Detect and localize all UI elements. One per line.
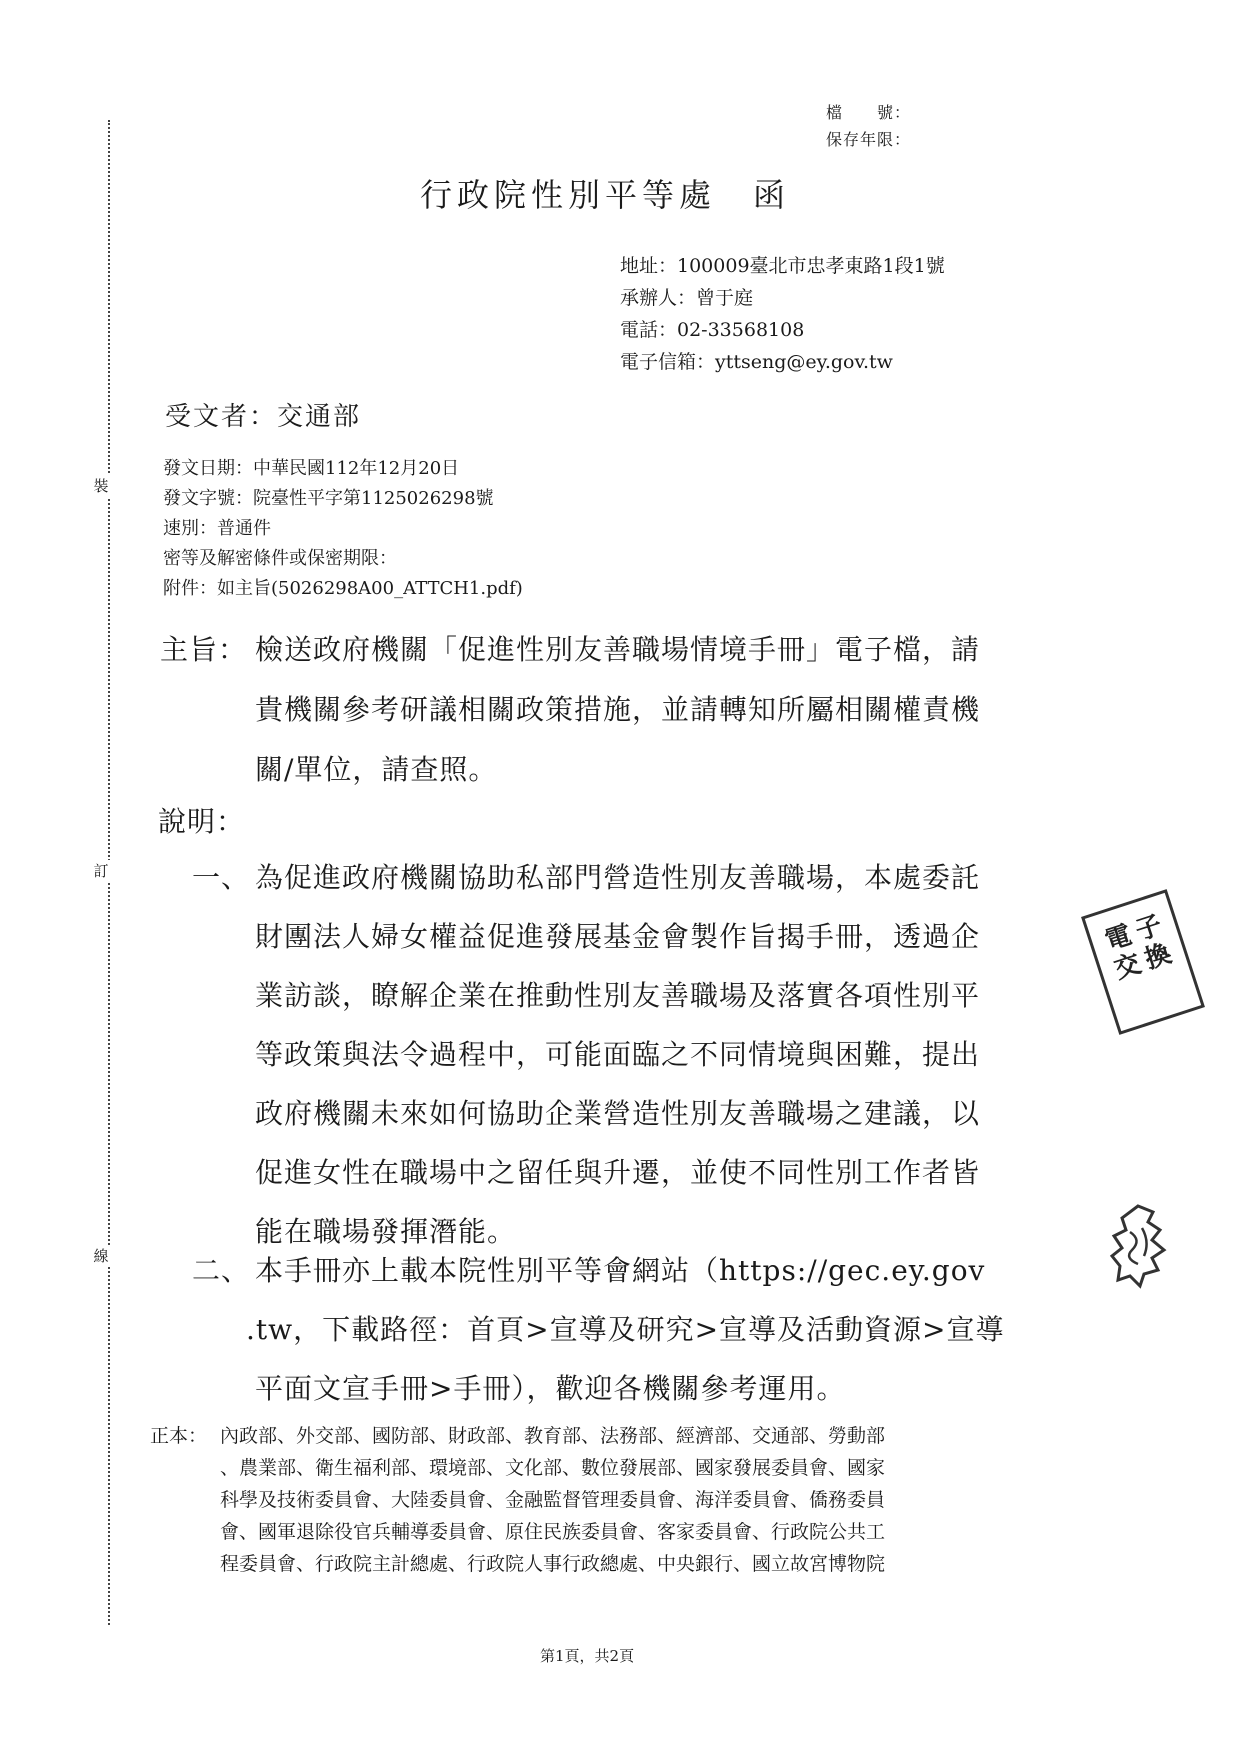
item1-line: 業訪談，瞭解企業在推動性別友善職場及落實各項性別平 [255,979,981,1012]
page-number: 第1頁，共2頁 [540,1647,635,1665]
binding-mark-ding: 訂 [91,860,111,882]
subject-line: 關/單位，請查照。 [255,753,498,786]
item-number: 二、 [192,1254,251,1287]
item1-line: 等政策與法令過程中，可能面臨之不同情境與困難，提出 [255,1038,981,1071]
reference-number: 發文字號：院臺性平字第1125026298號 [163,488,494,509]
file-number-label: 檔 號： [826,103,912,122]
item1-line: 為促進政府機關協助私部門營造性別友善職場，本處委託 [255,861,981,894]
delivery-speed: 速別：普通件 [163,518,271,539]
cc-line: 內政部、外交部、國防部、財政部、教育部、法務部、經濟部、交通部、勞動部 [220,1425,886,1447]
item2-line: .tw，下載路徑：首頁>宣導及研究>宣導及活動資源>宣導 [246,1313,1005,1346]
stamp-char: 交 [1110,948,1145,986]
retention-period-label: 保存年限： [826,130,912,149]
item1-line: 財團法人婦女權益促進發展基金會製作旨揭手冊，透過企 [255,920,981,953]
subject-line: 貴機關參考研議相關政策措施，並請轉知所屬相關權責機 [255,693,981,726]
cc-label: 正本： [150,1425,208,1447]
cc-list [220,1420,885,1580]
seal-mark-icon [1108,1200,1174,1292]
recipient: 受文者：交通部 [165,402,362,432]
secrecy-level: 密等及解密條件或保密期限： [163,548,397,569]
binding-mark-xian: 線 [91,1245,111,1267]
item1-line: 政府機關未來如何協助企業營造性別友善職場之建議，以 [255,1097,981,1130]
issue-date: 發文日期：中華民國112年12月20日 [163,458,460,479]
meta-block [163,454,523,604]
cc-line: 程委員會、行政院主計總處、行政院人事行政總處、中央銀行、國立故宮博物院 [220,1553,886,1575]
contact-block [620,250,945,378]
contact-handler: 承辦人：曾于庭 [620,287,754,309]
page-title: 行政院性別平等處 函 [420,176,791,214]
contact-address: 地址：100009臺北市忠孝東路1段1號 [620,255,945,277]
stamp-char: 換 [1141,938,1176,976]
cc-line: 會、國軍退除役官兵輔導委員會、原住民族委員會、客家委員會、行政院公共工 [220,1521,886,1543]
item1-line: 促進女性在職場中之留任與升遷，並使不同性別工作者皆 [255,1156,981,1189]
attachment: 附件：如主旨(5026298A00_ATTCH1.pdf) [163,578,523,599]
item2-line: 平面文宣手冊>手冊），歡迎各機關參考運用。 [255,1372,846,1405]
item1-line: 能在職場發揮潛能。 [255,1215,517,1248]
subject-line: 檢送政府機關「促進性別友善職場情境手冊」電子檔，請 [255,633,981,666]
subject-label: 主旨： [160,633,248,666]
stamp-char: 電 [1101,920,1136,957]
cc-line: 科學及技術委員會、大陸委員會、金融監督管理委員會、海洋委員會、僑務委員 [220,1489,886,1511]
explanation-label: 說明： [158,805,246,838]
electronic-exchange-stamp [1081,889,1205,1035]
contact-phone: 電話：02-33568108 [620,319,805,341]
item2-line: 本手冊亦上載本院性別平等會網站（https://gec.ey.gov [255,1254,986,1287]
binding-mark-zhuang: 裝 [91,475,111,497]
contact-email: 電子信箱：yttseng@ey.gov.tw [620,351,893,373]
stamp-char: 子 [1131,910,1166,947]
cc-line: 、農業部、衛生福利部、環境部、文化部、數位發展部、國家發展委員會、國家 [220,1457,886,1479]
item-number: 一、 [192,861,251,894]
